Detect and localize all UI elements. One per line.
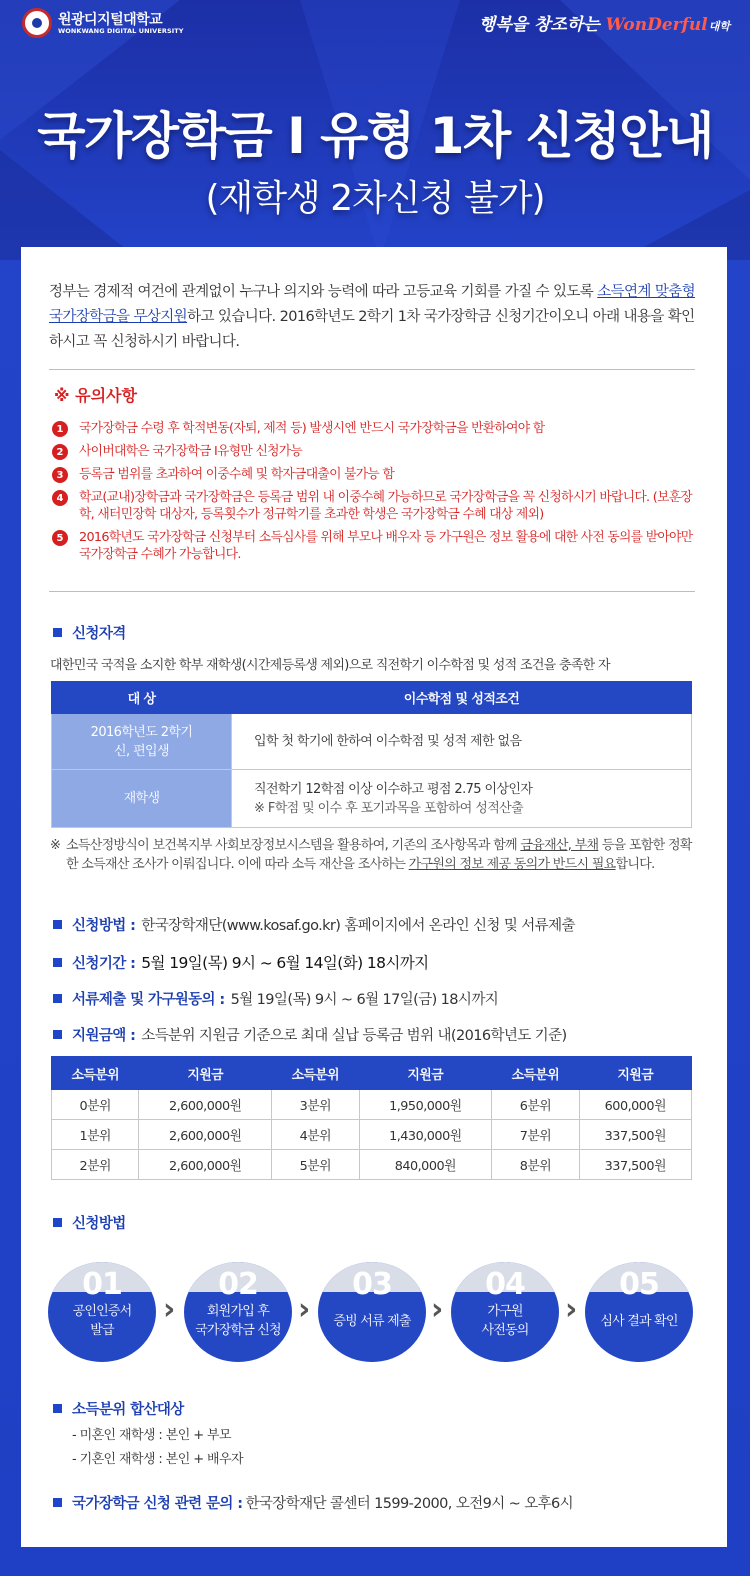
step-label [318, 1298, 426, 1344]
section-income-sum-title [53, 1398, 184, 1419]
info-label: 신청기간 : [72, 955, 136, 972]
target-cell [52, 714, 232, 770]
university-name-en: WONKWANG DIGITAL UNIVERSITY [58, 27, 184, 35]
step-label-line: 국가장학금 신청 [195, 1323, 281, 1338]
table-header-cell: 소득분위 [492, 1057, 579, 1090]
step-label [585, 1298, 693, 1344]
page-title: 국가장학금 I 유형 1차 신청안내 [37, 107, 713, 165]
table-cell: 5분위 [272, 1150, 359, 1180]
table-cell: 337,500원 [579, 1150, 691, 1180]
section-title-text: 소득분위 합산대상 [72, 1402, 184, 1418]
process-steps [48, 1262, 708, 1362]
info-label: 서류제출 및 가구원동의 : [72, 992, 225, 1008]
table-header-cell: 지원금 [359, 1057, 492, 1090]
info-value: 한국장학재단(www.kosaf.go.kr) 홈페이지에서 온라인 신청 및 서류제출 [141, 918, 575, 934]
table-cell: 3분위 [272, 1090, 359, 1120]
slogan-brand: WonDerful [605, 15, 708, 35]
chevron-right-icon: › [298, 1292, 311, 1327]
process-step [451, 1262, 559, 1362]
caution-text: 등록금 범위를 초과하여 이중수혜 및 학자금대출이 불가능 함 [79, 467, 395, 482]
slogan-main: 행복을 창조하는 [478, 15, 600, 35]
table-row [52, 1120, 692, 1150]
page-subtitle: (재학생 2차신청 불가) [205, 178, 545, 219]
university-emblem-icon [22, 8, 52, 38]
bullet-square-icon [53, 920, 62, 929]
step-label-line: 증빙 서류 제출 [333, 1313, 411, 1329]
bullet-square-icon [53, 1030, 62, 1039]
intro-text-1: 정부는 경제적 여건에 관계없이 누구나 의지와 능력에 따라 고등교육 기회를 가질 수 있도록 [49, 284, 598, 300]
contact-label: 국가장학금 신청 관련 문의 : [72, 1496, 243, 1512]
list-item: - 미혼인 재학생 : 본인 + 부모 [72, 1428, 231, 1443]
bullet-square-icon [53, 1218, 62, 1227]
bullet-square-icon [53, 628, 62, 637]
contact-value: 한국장학재단 콜센터 1599-2000, 오전9시 ~ 오후6시 [245, 1496, 574, 1512]
step-label [184, 1298, 292, 1344]
caution-text: 국가장학금 수령 후 학적변동(자퇴, 제적 등) 발생시엔 반드시 국가장학금을 반환하여야 함 [79, 421, 545, 436]
section-process-title [53, 1212, 126, 1233]
section-title-text: 신청자격 [72, 626, 126, 642]
note-underline: 가구원의 정보 제공 동의가 반드시 필요 [408, 857, 616, 872]
caution-text: 학교(교내)장학금과 국가장학금은 등록금 범위 내 이중수혜 가능하므로 국가장학금을 꼭 신청하시기 바랍니다. (보훈장학, 새터민장학 대상자, 등록횟수가 정규학기를 초과한 학생은 국가장학금 수혜 대상 제외) [79, 490, 693, 522]
amount-table [51, 1056, 692, 1180]
table-cell: 337,500원 [579, 1120, 691, 1150]
bullet-square-icon [53, 1498, 62, 1507]
info-method [53, 914, 575, 935]
process-step [48, 1262, 156, 1362]
step-number: 05 [619, 1267, 659, 1302]
process-step [318, 1262, 426, 1362]
note-text: 소득산정방식이 보건복지부 사회보장정보시스템을 활용하여, 기존의 조사항목과 함께 [66, 838, 521, 853]
step-number: 04 [485, 1267, 525, 1302]
table-row [52, 770, 692, 828]
caution-text: 사이버대학은 국가장학금 I유형만 신청가능 [79, 444, 303, 459]
info-label: 신청방법 : [72, 918, 136, 934]
table-cell: 840,000원 [359, 1150, 492, 1180]
table-header-cell: 소득분위 [52, 1057, 139, 1090]
table-header-cell: 지원금 [139, 1057, 272, 1090]
table-cell: 2,600,000원 [139, 1090, 272, 1120]
bullet-square-icon [53, 994, 62, 1003]
info-documents [53, 988, 498, 1009]
step-label-line: 사전동의 [481, 1323, 529, 1338]
table-row [52, 1150, 692, 1180]
income-survey-note [50, 836, 700, 874]
caution-item [51, 466, 701, 483]
intro-text-2: 하고 있습니다. 2016학년도 2학기 1차 국가장학금 신청기간이오니 아래 내용을 확인하시고 꼭 신청하시기 바랍니다. [49, 309, 695, 350]
table-cell: 6분위 [492, 1090, 579, 1120]
note-mark: ※ [50, 838, 61, 853]
qualification-description: 대한민국 국적을 소지한 학부 재학생(시간제등록생 제외)으로 직전학기 이수학점 및 성적 조건을 충족한 자 [50, 658, 610, 673]
contact-info [53, 1492, 573, 1513]
table-header-cell: 소득분위 [272, 1057, 359, 1090]
target-line: 신, 편입생 [114, 743, 169, 759]
step-number: 01 [82, 1267, 122, 1302]
chevron-right-icon: › [163, 1292, 176, 1327]
caution-item [51, 420, 701, 437]
table-cell: 1,950,000원 [359, 1090, 492, 1120]
divider [49, 591, 695, 592]
table-cell: 600,000원 [579, 1090, 691, 1120]
condition-cell: 입학 첫 학기에 한하여 이수학점 및 성적 제한 없음 [232, 714, 692, 770]
number-badge-icon: 3 [52, 467, 68, 483]
step-number: 03 [352, 1267, 392, 1302]
caution-list [51, 420, 701, 563]
caution-item [51, 529, 701, 563]
info-value: 5월 19일(목) 9시 ~ 6월 17일(금) 18시까지 [230, 992, 499, 1008]
number-badge-icon: 5 [52, 530, 68, 546]
note-underline: 금융재산, 부채 [520, 838, 599, 853]
process-step [184, 1262, 292, 1362]
table-cell: 2분위 [52, 1150, 139, 1180]
table-header-cell: 대 상 [52, 682, 232, 714]
info-amount [53, 1024, 567, 1045]
chevron-right-icon: › [431, 1292, 444, 1327]
table-row [52, 1090, 692, 1120]
number-badge-icon: 2 [52, 444, 68, 460]
intro-paragraph [49, 280, 701, 355]
info-label: 지원금액 : [72, 1028, 136, 1044]
intro-highlight: 소득연계 맞춤형 국가장학금을 무상지원 [49, 284, 696, 325]
bullet-square-icon [53, 958, 62, 967]
condition-note: ※ F학점 및 이수 후 포기과목을 포함하여 성적산출 [254, 800, 524, 816]
table-header-row [52, 682, 692, 714]
table-header-cell: 이수학점 및 성적조건 [232, 682, 692, 714]
step-label [451, 1298, 559, 1344]
caution-title: ※ 유의사항 [54, 386, 137, 405]
section-qualification-title [53, 622, 126, 643]
table-cell: 2,600,000원 [139, 1120, 272, 1150]
header-bar [0, 0, 750, 46]
caution-item [51, 489, 701, 523]
table-cell: 0분위 [52, 1090, 139, 1120]
note-text: 등을 포함한 정확한 소득재산 조사가 이뤄집니다. 이에 따라 소득 재산을 조사하는 [66, 838, 692, 872]
section-title-text: 신청방법 [72, 1216, 126, 1232]
step-label-line: 심사 결과 확인 [600, 1313, 678, 1329]
caution-text: 2016학년도 국가장학금 신청부터 소득심사를 위해 부모나 배우자 등 가구원은 정보 활용에 대한 사전 동의를 받아야만 국가장학금 수혜가 가능합니다. [79, 530, 693, 562]
table-cell: 4분위 [272, 1120, 359, 1150]
condition-cell [232, 770, 692, 828]
step-label-line: 발급 [90, 1323, 114, 1338]
table-cell: 2,600,000원 [139, 1150, 272, 1180]
table-cell: 1,430,000원 [359, 1120, 492, 1150]
step-label-line: 공인인증서 [72, 1304, 132, 1319]
condition-line: 직전학기 12학점 이상 이수하고 평점 2.75 이상인자 [254, 781, 533, 797]
bullet-square-icon [53, 1404, 62, 1413]
table-header-cell: 지원금 [579, 1057, 691, 1090]
slogan [479, 10, 730, 40]
qualification-table [51, 681, 692, 828]
number-badge-icon: 4 [52, 490, 68, 506]
info-value: 소득분위 지원금 기준으로 최대 실납 등록금 범위 내(2016학년도 기준) [141, 1028, 567, 1044]
process-step [585, 1262, 693, 1362]
number-badge-icon: 1 [52, 421, 68, 437]
note-text: 합니다. [615, 857, 655, 872]
divider [49, 369, 695, 370]
info-period [53, 951, 429, 973]
income-sum-list [72, 1424, 243, 1472]
slogan-suffix: 대학 [708, 20, 730, 33]
table-cell: 8분위 [492, 1150, 579, 1180]
step-label [48, 1298, 156, 1344]
step-number: 02 [218, 1267, 258, 1302]
info-value: 5월 19일(목) 9시 ~ 6월 14일(화) 18시까지 [141, 954, 429, 972]
chevron-right-icon: › [565, 1292, 578, 1327]
step-label-line: 가구원 [487, 1304, 523, 1319]
list-item: - 기혼인 재학생 : 본인 + 배우자 [72, 1452, 243, 1467]
caution-item [51, 443, 701, 460]
university-name: 원광디지털대학교 [58, 12, 163, 28]
table-header-row [52, 1057, 692, 1090]
step-label-line: 회원가입 후 [206, 1304, 270, 1319]
table-row [52, 714, 692, 770]
table-cell: 1분위 [52, 1120, 139, 1150]
table-cell: 7분위 [492, 1120, 579, 1150]
target-line: 2016학년도 2학기 [90, 724, 193, 740]
target-cell: 재학생 [52, 770, 232, 828]
